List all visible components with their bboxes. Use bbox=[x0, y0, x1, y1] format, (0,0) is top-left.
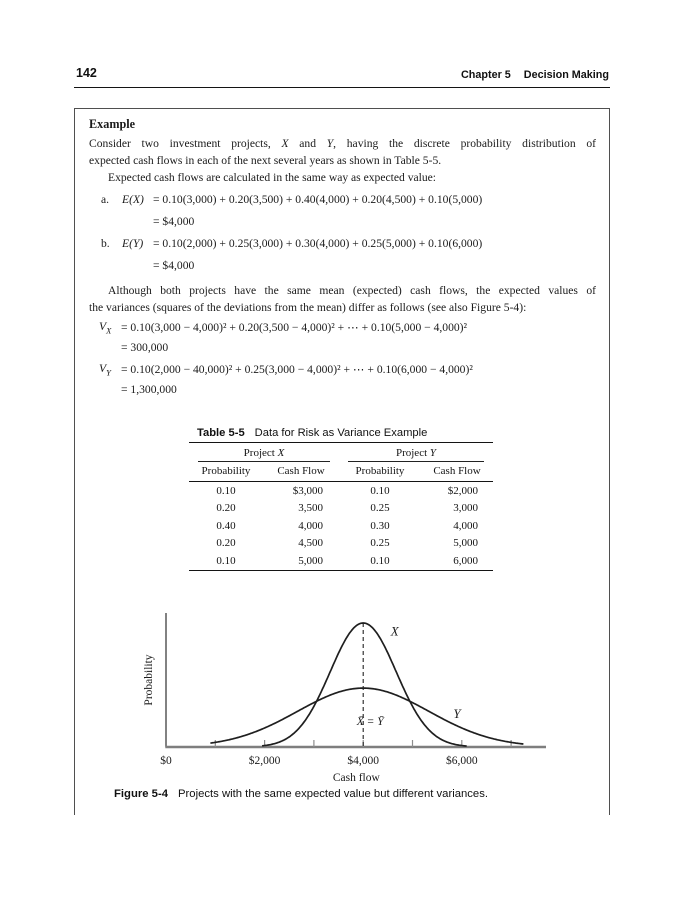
table-row bbox=[189, 482, 493, 500]
x-axis-label: Cash flow bbox=[332, 772, 380, 784]
mean-line-label: X̄ = Ȳ bbox=[356, 716, 384, 728]
table-column-header-row bbox=[189, 462, 493, 482]
paragraph-1-line-1: Consider two investment projects, X and Y, having the discrete probability distribution of bbox=[89, 137, 596, 150]
table-cell: 4,500 bbox=[298, 537, 323, 550]
figure-caption bbox=[114, 788, 594, 800]
table-title-text: Data for Risk as Variance Example bbox=[254, 427, 428, 439]
example-box bbox=[74, 108, 610, 815]
x-tick-label: $2,000 bbox=[248, 755, 281, 767]
paragraph-2-line-1: Although both projects have the same mean (expected) cash flows, the expected values of bbox=[108, 284, 596, 297]
table-cell: 3,000 bbox=[453, 502, 479, 515]
table-cell: 0.10 bbox=[216, 484, 236, 497]
table-cell: 0.25 bbox=[370, 537, 390, 550]
page-number: 142 bbox=[76, 66, 97, 80]
figure-number-label: Figure 5-4 bbox=[114, 788, 168, 800]
equation-b-rhs: = 0.10(2,000) + 0.25(3,000) + 0.30(4,000) + 0.25(5,000) + 0.10(6,000) bbox=[153, 237, 483, 250]
table-cell: 0.25 bbox=[370, 502, 390, 515]
equation-vy-line-2: = 1,300,000 bbox=[121, 383, 177, 396]
x-tick-label: $0 bbox=[160, 755, 172, 767]
risk-variance-table bbox=[189, 442, 493, 571]
column-header: Probability bbox=[339, 462, 421, 482]
figure-caption-text: Projects with the same expected value but different variances. bbox=[178, 788, 488, 800]
paragraph-1-line-2: expected cash flows in each of the next several years as shown in Table 5-5. bbox=[89, 154, 442, 167]
x-tick-label: $6,000 bbox=[445, 755, 478, 767]
equation-b-line-1 bbox=[75, 237, 595, 253]
group-header-project-x: Project X bbox=[198, 447, 330, 462]
table-cell: 0.10 bbox=[370, 554, 390, 567]
column-header: Cash Flow bbox=[421, 462, 493, 482]
table-group-header-row bbox=[189, 443, 493, 463]
table-cell: 6,000 bbox=[453, 554, 479, 567]
table-row bbox=[189, 552, 493, 570]
equation-a-rhs: = 0.10(3,000) + 0.20(3,500) + 0.40(4,000) + 0.20(4,500) + 0.10(5,000) bbox=[153, 193, 483, 206]
chapter-header bbox=[461, 69, 609, 81]
paragraph-1-line-3: Expected cash flows are calculated in the same way as expected value: bbox=[108, 171, 437, 184]
column-header: Cash Flow bbox=[263, 462, 339, 482]
table-cell: 4,000 bbox=[453, 519, 479, 532]
equation-vy-line-1: $V_Y$ = 0.10(2,000 − 40,000)² + 0.25(3,000 − 4,000)² + ⋯ + 0.10(6,000 − 4,000)² bbox=[99, 362, 473, 378]
curve-label-X: X bbox=[390, 623, 399, 639]
equation-a-line-2: = $4,000 bbox=[153, 215, 195, 228]
equation-a-line-1 bbox=[75, 193, 595, 209]
table-row bbox=[189, 500, 493, 518]
variance-x-symbol: $V_X$ bbox=[99, 320, 112, 336]
y-axis-label: Probability bbox=[143, 654, 155, 706]
group-header-project-y: Project Y bbox=[348, 447, 484, 462]
table-cell: 0.20 bbox=[216, 502, 236, 515]
table-body bbox=[189, 482, 493, 571]
curve-label-Y: Y bbox=[453, 705, 461, 721]
figure-chart bbox=[126, 601, 596, 787]
equation-b-line-2: = $4,000 bbox=[153, 259, 195, 272]
table-cell: 4,000 bbox=[298, 519, 323, 532]
chapter-title: Decision Making bbox=[523, 69, 609, 81]
equation-a-label: a. bbox=[101, 193, 110, 206]
header-rule bbox=[74, 87, 610, 88]
table-cell: $2,000 bbox=[447, 484, 479, 497]
equation-b-label: b. bbox=[101, 237, 110, 250]
equation-b-lhs: E(Y) bbox=[122, 237, 144, 250]
table-cell: 0.30 bbox=[370, 519, 390, 532]
table-cell: 3,500 bbox=[298, 502, 323, 515]
equation-vx-line-2: = 300,000 bbox=[121, 341, 169, 354]
equation-vx-line-1: $V_X$ = 0.10(3,000 − 4,000)² + 0.20(3,500 − 4,000)² + ⋯ + 0.10(5,000 − 4,000)² bbox=[99, 320, 468, 336]
table-title bbox=[197, 427, 427, 439]
equation-a-lhs: E(X) bbox=[122, 193, 144, 206]
table-cell: 0.10 bbox=[216, 554, 236, 567]
paragraph-2-line-2: the variances (squares of the deviations from the mean) differ as follows (see also Figure 5-4): bbox=[89, 301, 527, 314]
example-heading: Example bbox=[89, 117, 136, 131]
table-cell: 5,000 bbox=[298, 554, 323, 567]
table-number-label: Table 5-5 bbox=[197, 427, 245, 439]
table-cell: 5,000 bbox=[453, 537, 479, 550]
table-cell: 0.20 bbox=[216, 537, 236, 550]
variance-y-symbol: $V_Y$ bbox=[99, 362, 111, 378]
x-tick-label: $4,000 bbox=[347, 755, 380, 767]
chapter-label: Chapter 5 bbox=[460, 69, 511, 81]
table-cell: $3,000 bbox=[292, 484, 323, 497]
table-cell: 0.40 bbox=[216, 519, 236, 532]
table-row bbox=[189, 535, 493, 553]
column-header: Probability bbox=[189, 462, 263, 482]
table-cell: 0.10 bbox=[370, 484, 390, 497]
table-row bbox=[189, 517, 493, 535]
